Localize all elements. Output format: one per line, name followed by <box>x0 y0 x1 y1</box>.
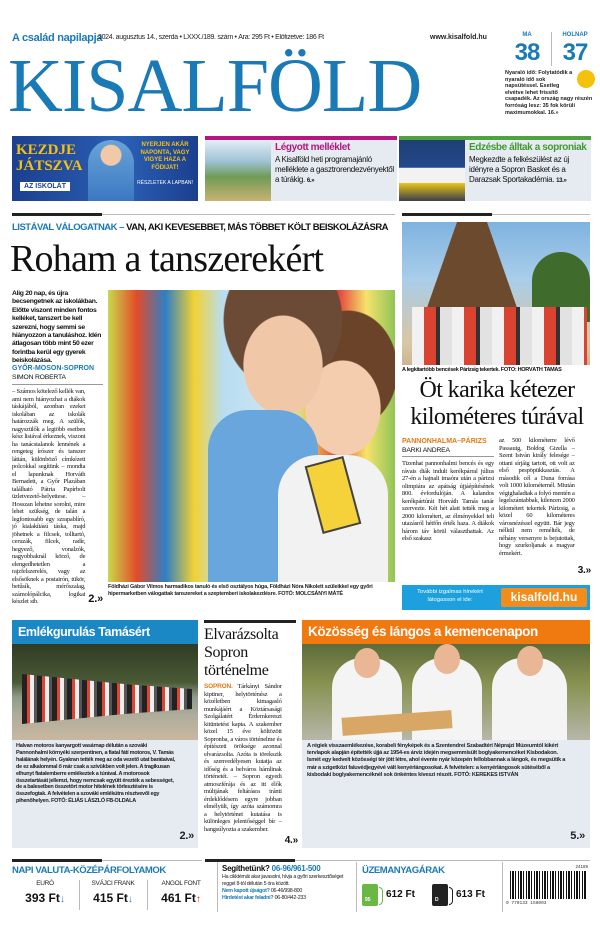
teaser-title: Légyott melléklet <box>275 142 350 153</box>
weather-divider <box>551 32 552 66</box>
main-photo <box>108 290 395 582</box>
promo-offer: NYERJEN AKÁR NAPONTA, VAGY VIGYE HAZA A FŐDIJAT! <box>140 142 190 171</box>
kemence-caption-text: A régiek visszaemlékezése, korabeli fényképek és a Szentendrei Szabadtéri Néprajzi Múzeumtól kikért tervlapok alapján építették újjá az 1954-es árvíz idején megsemmisült boglyakemencéket Kisbodakon. Ismét egy kedvelt közösségi tér jött létre, ahol évente nyár közepén fellobbannak a lángok, és megsütik a már a szigetközi faluvédjegyévé vált kenyérlángosokat. A felvételen: a kenyérlángosok sütéséből a kisbodaki boglyakemencéknél sok önkéntes kiveszi részét. FOTÓ: KEREKES ISTVÁN <box>307 743 566 778</box>
main-kicker <box>12 222 395 234</box>
barcode-number: 9 770133 158003 <box>506 901 547 906</box>
footer-rule <box>12 860 202 861</box>
tagline: A család napilapja <box>12 32 103 44</box>
promo-children-image <box>88 140 134 201</box>
currency-label: EURÓ <box>36 880 54 887</box>
currency-gbp <box>148 879 214 907</box>
currency-label: ANGOL FONT <box>161 880 201 887</box>
fuel-pump-95-icon <box>362 884 378 906</box>
fuel-price-diesel: 613 Ft <box>456 889 485 900</box>
footer-line <box>205 860 590 861</box>
teaser-page: 13.» <box>556 177 567 184</box>
main-page-ref[interactable]: 2.» <box>88 593 103 605</box>
sopron-body <box>204 683 298 848</box>
issue-number: 24189 <box>575 864 588 869</box>
help-box <box>222 864 352 914</box>
sopron-location: SOPRON. <box>204 683 233 690</box>
weather-box <box>505 30 597 130</box>
divider <box>402 456 494 457</box>
main-lead: Alig 20 nap, és újra becsengetnek az iskolákban. Előtte viszont minden fontos kelléket, tanszert be kell szerezni, hogy semmi se hiányozzon a tanuláshoz. Idén átlagosan több mint 50 ezer forintba kerül egy gyerek beiskolázása. <box>12 290 102 365</box>
weather-tomorrow-label: HOLNAP <box>562 32 588 38</box>
divider <box>217 862 218 912</box>
divider <box>502 862 503 912</box>
crowd-image <box>22 674 192 724</box>
help-ads <box>222 895 352 902</box>
help-delivery <box>222 888 352 895</box>
kemence-photo <box>302 644 590 740</box>
arrow-up-icon: ↑ <box>195 894 201 905</box>
motor-caption-text: Halvan motoros kanyargott vasárnap délután a szováki Pannonhalmi környéki szerpentinen, a fiatal fátí motoros, V. Tamás halálának helyén. Gyakran tették meg az oda vezető utat barátaival, de ez alkalommal ő már csak a szívükben volt jelen. A tragikusan elhunyt fiatalemberre emlékeztek a túrával. A motorosok összetartását jellemzi, hogy nemcsak együtt érezték a sebességet, de a balesetben összetört motor hitelének törlesztésére is összefogtak. A felvételen a szováki emlékútra résztvevői egy pihenőhelyen. FOTÓ: ÉLIÁS LÁSZLÓ FB-OLDALA <box>16 743 176 805</box>
help-phone[interactable]: 06-96/961-500 <box>271 864 321 873</box>
paris-headline[interactable]: Öt karika kétezer kilométeres túrával <box>410 377 584 430</box>
currency-value <box>80 891 146 907</box>
arrow-down-icon: ↓ <box>59 894 65 905</box>
kicker-text: VAN, AKI KEVESEBBET, MÁS TÖBBET KÖLT BEISKOLÁZÁSRA <box>123 222 389 233</box>
paris-region: PANNONHALMA–PÁRIZS <box>402 438 487 445</box>
section-rule <box>12 214 395 215</box>
help-question: Hirdetést akar feladni? <box>222 895 274 901</box>
main-region: GYŐR-MOSON-SOPRON <box>12 365 95 372</box>
promo-details: RÉSZLETEK A LAPBAN! <box>137 180 193 186</box>
face-image <box>354 648 380 678</box>
help-ads-phone[interactable]: 06-80/442-233 <box>273 895 306 901</box>
fuel-type: 95 <box>365 897 371 903</box>
help-title <box>222 864 352 874</box>
paris-photo <box>402 222 590 365</box>
arrow-down-icon: ↓ <box>127 894 133 905</box>
currency-amount: 461 Ft <box>161 891 196 905</box>
website-link[interactable]: www.kisalfold.hu <box>430 34 487 41</box>
weather-tomorrow-temp: 37 <box>562 39 588 66</box>
sopron-page-ref[interactable]: 4.» <box>284 835 298 846</box>
story-title-motor[interactable]: Emlékgurulás Tamásért <box>12 620 198 644</box>
currency-title: NAPI VALUTA-KÖZÉPÁRFOLYAMOK <box>12 865 166 876</box>
section-rule <box>204 620 296 623</box>
help-delivery-phone[interactable]: 06-46/998-800 <box>269 888 303 894</box>
face-image <box>517 646 543 676</box>
fuel-pump-diesel-icon <box>432 884 448 906</box>
teaser-title: Edzésbe álltak a soproniak <box>469 142 587 153</box>
barcode <box>506 864 590 912</box>
currency-amount: 415 Ft <box>93 891 128 905</box>
web-promo-logo[interactable]: kisalfold.hu <box>501 588 587 607</box>
teaser-image <box>205 140 271 201</box>
paris-photo-caption: A legkitartóbb bencések Párizsig tekertek. FOTÓ: HORVÁTH TAMÁS <box>402 367 562 373</box>
dateline: 2024. augusztus 14., szerda • LXXX./189. szám • Ára: 295 Ft • Előfizetve: 186 Ft <box>98 34 324 41</box>
teaser-text <box>275 155 395 186</box>
weather-today-temp: 38 <box>514 39 540 66</box>
teaser-text <box>469 155 589 186</box>
help-question: Nem kapott újságot? <box>222 888 270 894</box>
paris-body-text: az 500 kilométerre lévő Passauig, Boldog Gizella – Szent István király felesége – ottani sírjáig tartott, ott volt az első pespöpükkasztás. A második cél a Duna forrása volt 1000 kilométernél. Miután végighaladtak a folyó mentén a legelszántabbak, kilencen 2000 kilométert tekertek Párizsig, a közel 60 kilométeres városnézéssel együtt. Bár jegy nélkül nem remélték, de néhány versenyre is bejutottak, hogy szurkoljanak a magyar érmekért. <box>499 437 575 557</box>
main-body-text: – Számos kötelező kellék van, ami nem hiányozhat a diákok táskájából, azonban ezeket iskolában az iskolák határozzák meg. A szülők, nagyszülők a legtöbb esetben kész listával érkeznek, viszont ha tanácstalanok lennének a rengeteg írószer és tanszer láttán, különböző címkézett polcokkal segítünk – mondta el lapunknak Horváth Bernadett, a Győr Plazában található Pátria Papírbolt üzletvezető-helyettese. – Hosszan lehetne sorolni, mire lehet szükség, de talán a legfontosabb egy szrapablíró, jó kialakítású táska, majd jöhetnek a filcsek, tolltartó, ceruzák, filcek, radír, hegyező, vonalzók, nagyobbaknál körző, de elengedhetetlen a rajzfelszerelés, vagy az elsősöknek a postairón, tükör, betűsík, mérőszalag, számolópálcika, logikai készlet stb. <box>12 388 86 605</box>
main-author: SIMON ROBERTA <box>12 374 66 381</box>
help-text: Ha cikktémát akar javasolni, hívja a győri szerkesztőséget reggel 8-tól délután 5 óra között. <box>222 874 344 887</box>
sopron-text: Tárkányi Sándor kiptiner, helytörténész a közéletben kimagasló munkájáért a Köztársasági Szolgálatért Érdemkereszt kitüntetést kapta. A szakember közel 15 éve költözött Sopronba, a város történelme és építészeti öröksége azonnal elvarázsolta. Azóta is törekszik és szenvedélyesen kutatja az időség és a belváros hámlinak történetét. – Sopron egyedi atmoszférája és az itt élők múltjának feltárásra iránti érdeklődésem egyre jobban elmélyült, így azóta számomra a helytörténet kutatása is különleges jelentőséggel bír – hangsúlyozta a szakember. <box>204 683 282 833</box>
teaser-sport[interactable] <box>399 136 591 201</box>
motor-caption <box>12 740 198 848</box>
paris-author: BARKI ANDREA <box>402 447 450 454</box>
currency-label: SVÁJCI FRANK <box>91 880 135 887</box>
promo-badge: AZ ISKOLÁT <box>20 182 70 191</box>
currency-amount: 393 Ft <box>25 891 60 905</box>
cyclists-image <box>412 307 587 365</box>
currency-euro <box>12 879 78 907</box>
divider <box>356 862 357 912</box>
divider <box>12 384 103 385</box>
currency-chf <box>80 879 146 907</box>
promo-banner[interactable] <box>12 136 198 201</box>
section-rule <box>402 214 590 215</box>
teaser-page: 6.» <box>306 177 315 184</box>
motor-photo <box>12 644 198 740</box>
masthead-logo: KISALFÖLD <box>8 44 422 128</box>
teaser-body: Megkezdte a felkészülést az új idényre a Sopron Basket és a Darazsak Sportakadémia. <box>469 155 569 184</box>
web-promo-text: További izgalmas hírekért látogasson el ide: <box>417 589 483 603</box>
help-heading: Segíthetünk? <box>222 864 270 873</box>
main-body <box>12 388 103 610</box>
weather-today-label: MA <box>522 32 532 38</box>
fuel-price-95: 612 Ft <box>386 889 415 900</box>
kemence-page-ref[interactable]: 5.» <box>570 830 585 842</box>
kicker-highlight: LISTÁVAL VÁLOGATNAK – <box>12 222 124 233</box>
paris-body-col1: Tizenhat pannonhalmi bencés és egy rávais diák indult kerékpárral július 27-én a hajnali imaóra után a párizsi olimpiára az apátság újjáépítésének 800. évfordulóján. A kalandos kerékpártúrát Horváth Tamás tanár szervezte. Két hét alatt tették meg a 2000 kilométert, az élményekkel teli utazásról hétfőn érték haza. A diákok három táv körül választhattak. Az első szakasz <box>402 460 494 542</box>
main-headline[interactable]: Roham a tanszerekért <box>10 238 324 280</box>
web-promo-banner[interactable] <box>402 585 590 610</box>
currency-value <box>148 891 214 907</box>
teaser-legyott[interactable] <box>205 136 397 201</box>
face-image <box>434 644 460 674</box>
currency-value <box>12 891 78 907</box>
sopron-headline[interactable]: Elvarázsolta Sopron történelme <box>204 626 279 679</box>
sun-icon <box>577 70 595 88</box>
paris-page-ref[interactable]: 3.» <box>577 565 591 576</box>
fuel-title: ÜZEMANYAGÁRAK <box>362 865 445 876</box>
story-title-kemence[interactable]: Közösség és lángos a kemencenapon <box>302 620 590 644</box>
teaser-body: A Kisalföld heti programajánló melléklete a gasztrorendezvényektől a túrákig. <box>275 155 394 184</box>
fuel-type: D <box>435 897 439 903</box>
main-photo-caption: Földházi Gábor Vilmos harmadikos tanuló és első osztályos húga, Földházi Nóra Nikolett szüleikkel egy győri hipermarketben válogattak tanszereket a szeptemberi iskolakezdésre. FOTÓ: MOLCSÁNYI MÁTÉ <box>108 584 373 597</box>
kemence-caption <box>302 740 590 848</box>
teaser-image <box>399 140 465 201</box>
promo-title: KEZDJE JÁTSZVA <box>16 142 83 174</box>
barcode-icon <box>510 871 586 899</box>
weather-description: Nyaraló idő: Folytatódik a nyaraló idő sok napsütéssel. Esetleg elvétve lehet frissítő csapadék. Az ország nagy részén forróság lesz: 35 fok körüli maximumokkal. 16.» <box>505 70 593 116</box>
motor-page-ref[interactable]: 2.» <box>179 830 194 842</box>
paris-body-col2 <box>499 437 591 580</box>
